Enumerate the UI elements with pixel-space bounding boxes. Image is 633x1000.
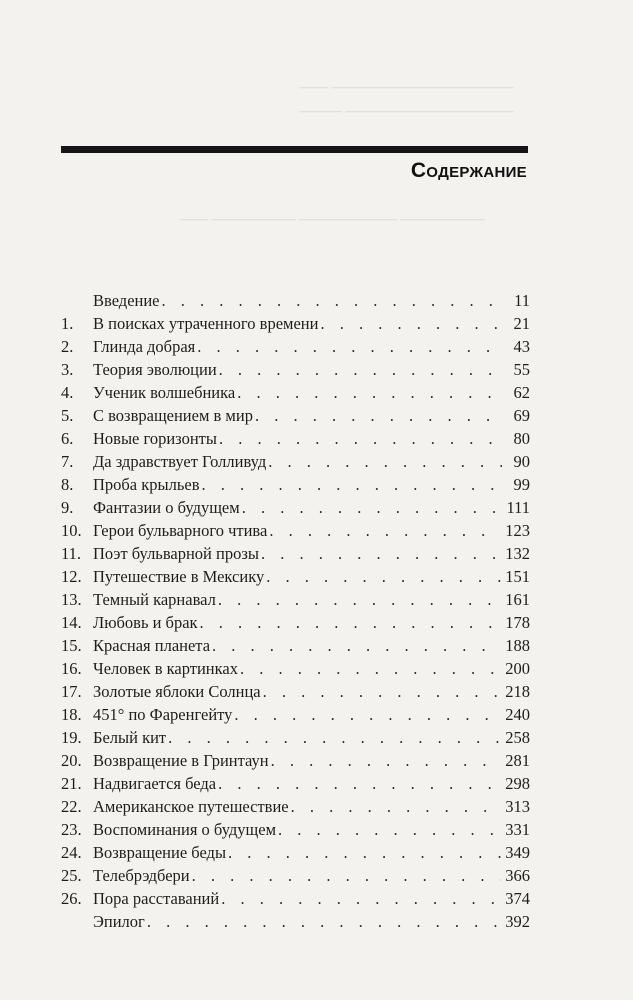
- toc-entry-page: 258: [505, 728, 530, 747]
- toc-entry-number: 16.: [61, 659, 82, 678]
- toc-entry: [61, 818, 530, 841]
- toc-entry-title: 451° по Фаренгейту: [93, 705, 233, 724]
- toc-entry: [61, 611, 530, 634]
- toc-entry: [61, 680, 530, 703]
- toc-entry-number: 19.: [61, 728, 82, 747]
- toc-entry-page: 161: [505, 590, 530, 609]
- toc-entry-title: Темный карнавал: [93, 590, 216, 609]
- toc-leader-dots: [200, 611, 502, 634]
- toc-leader-dots: [240, 657, 501, 680]
- toc-entry-title: Да здравствует Голливуд: [93, 452, 267, 471]
- toc-leader-dots: [192, 864, 502, 887]
- toc-entry: [61, 473, 530, 496]
- toc-leader-dots: [218, 588, 501, 611]
- toc-entry: [61, 887, 530, 910]
- toc-entry-page: 240: [505, 705, 530, 724]
- toc-entry-page: 374: [505, 889, 530, 908]
- toc-entry: [61, 657, 530, 680]
- toc-entry: [61, 427, 530, 450]
- toc-entry-page: 69: [513, 406, 530, 425]
- toc-leader-dots: [278, 818, 501, 841]
- toc-leader-dots: [263, 680, 502, 703]
- toc-entry-title: В поисках утраченного времени: [93, 314, 319, 333]
- toc-entry-page: 298: [505, 774, 530, 793]
- toc-entry-number: 10.: [61, 521, 82, 540]
- toc-entry: [61, 519, 530, 542]
- toc-entry: [61, 542, 530, 565]
- toc-entry-number: 15.: [61, 636, 82, 655]
- toc-entry-title: Глинда добрая: [93, 337, 196, 356]
- show-through-text: ————————————— ——: [300, 80, 514, 95]
- toc-entry-page: 11: [514, 291, 530, 310]
- toc-entry-number: 13.: [61, 590, 82, 609]
- toc-leader-dots: [212, 634, 501, 657]
- toc-entry-number: 22.: [61, 797, 82, 816]
- toc-leader-dots: [242, 496, 502, 519]
- toc-entry-title: Новые горизонты: [93, 429, 217, 448]
- toc-entry-number: 21.: [61, 774, 82, 793]
- toc-entry: [61, 496, 530, 519]
- toc-leader-dots: [268, 450, 502, 473]
- toc-entry-title: Эпилог: [93, 912, 145, 931]
- toc-leader-dots: [168, 726, 501, 749]
- toc-entry-number: 3.: [61, 360, 74, 379]
- toc-entry-page: 21: [513, 314, 530, 333]
- toc-leader-dots: [255, 404, 502, 427]
- toc-leader-dots: [261, 542, 501, 565]
- toc-entry-page: 218: [505, 682, 530, 701]
- toc-entry-number: 17.: [61, 682, 82, 701]
- toc-entry-page: 151: [505, 567, 530, 586]
- toc-entry-title: Человек в картинках: [93, 659, 238, 678]
- toc-entry-title: Надвигается беда: [93, 774, 217, 793]
- toc-leader-dots: [320, 312, 502, 335]
- show-through-text: —————— ——————— —————— ——: [180, 212, 485, 227]
- toc-entry-page: 178: [505, 613, 530, 632]
- toc-entry-title: Возвращение в Гринтаун: [93, 751, 269, 770]
- toc-entry-page: 55: [513, 360, 530, 379]
- toc-entry-number: 8.: [61, 475, 74, 494]
- toc-leader-dots: [218, 772, 501, 795]
- toc-entry-page: 281: [505, 751, 530, 770]
- toc-entry-number: 5.: [61, 406, 74, 425]
- toc-entry-page: 111: [506, 498, 530, 517]
- toc-entry-title: Введение: [93, 291, 160, 310]
- toc-entry: [61, 289, 530, 312]
- toc-entry: [61, 450, 530, 473]
- toc-entry-title: Возвращение беды: [93, 843, 227, 862]
- toc-entry: [61, 404, 530, 427]
- toc-entry-page: 313: [505, 797, 530, 816]
- toc-entry-number: 18.: [61, 705, 82, 724]
- toc-leader-dots: [147, 910, 501, 933]
- toc-entry-page: 349: [505, 843, 530, 862]
- toc-entry-title: Путешествие в Мексику: [93, 567, 265, 586]
- toc-entry: [61, 335, 530, 358]
- toc-leader-dots: [219, 358, 502, 381]
- toc-entry-number: 9.: [61, 498, 74, 517]
- toc-leader-dots: [162, 289, 502, 312]
- toc-entry-title: Поэт бульварной прозы: [93, 544, 259, 563]
- toc-entry-title: Красная планета: [93, 636, 211, 655]
- toc-entry-number: 12.: [61, 567, 82, 586]
- toc-entry: [61, 726, 530, 749]
- toc-entry: [61, 910, 530, 933]
- toc-entry-number: 20.: [61, 751, 82, 770]
- toc-entry: [61, 864, 530, 887]
- toc-leader-dots: [228, 841, 501, 864]
- toc-leader-dots: [291, 795, 502, 818]
- toc-entry-title: Герои бульварного чтива: [93, 521, 268, 540]
- toc-leader-dots: [271, 749, 502, 772]
- toc-entry: [61, 634, 530, 657]
- toc-entry: [61, 772, 530, 795]
- toc-entry: [61, 749, 530, 772]
- table-of-contents: [61, 289, 530, 933]
- toc-entry-title: Золотые яблоки Солнца: [93, 682, 261, 701]
- toc-leader-dots: [269, 519, 501, 542]
- toc-entry-title: Американское путешествие: [93, 797, 289, 816]
- toc-leader-dots: [266, 565, 501, 588]
- toc-entry-title: Проба крыльев: [93, 475, 200, 494]
- toc-entry-page: 331: [505, 820, 530, 839]
- toc-entry-page: 188: [505, 636, 530, 655]
- toc-entry-title: Фантазии о будущем: [93, 498, 240, 517]
- toc-entry: [61, 358, 530, 381]
- toc-entry-page: 200: [505, 659, 530, 678]
- toc-entry-number: 6.: [61, 429, 74, 448]
- toc-entry-number: 4.: [61, 383, 74, 402]
- toc-entry-page: 132: [505, 544, 530, 563]
- toc-entry-title: С возвращением в мир: [93, 406, 253, 425]
- toc-entry-page: 99: [513, 475, 530, 494]
- toc-entry-number: 24.: [61, 843, 82, 862]
- toc-entry-number: 11.: [61, 544, 82, 563]
- toc-entry-number: 14.: [61, 613, 82, 632]
- toc-entry-number: 23.: [61, 820, 82, 839]
- toc-entry: [61, 381, 530, 404]
- toc-entry-title: Белый кит: [93, 728, 167, 747]
- toc-entry-page: 43: [513, 337, 530, 356]
- toc-entry: [61, 312, 530, 335]
- toc-leader-dots: [237, 381, 502, 404]
- toc-entry: [61, 795, 530, 818]
- toc-entry: [61, 565, 530, 588]
- toc-leader-dots: [219, 427, 502, 450]
- toc-entry-page: 392: [505, 912, 530, 931]
- toc-entry-page: 123: [505, 521, 530, 540]
- toc-leader-dots: [202, 473, 503, 496]
- toc-entry-page: 62: [513, 383, 530, 402]
- toc-entry-number: 1.: [61, 314, 74, 333]
- toc-entry-number: 2.: [61, 337, 74, 356]
- toc-entry-title: Пора расставаний: [93, 889, 220, 908]
- show-through-text: ———————————— ———: [300, 104, 514, 119]
- toc-leader-dots: [234, 703, 501, 726]
- toc-entry-title: Любовь и брак: [93, 613, 198, 632]
- toc-entry-title: Воспоминания о будущем: [93, 820, 277, 839]
- toc-entry: [61, 841, 530, 864]
- toc-entry-title: Ученик волшебника: [93, 383, 236, 402]
- toc-entry-page: 80: [513, 429, 530, 448]
- toc-entry-number: 25.: [61, 866, 82, 885]
- toc-entry-number: 7.: [61, 452, 74, 471]
- toc-entry-title: Телебрэдбери: [93, 866, 190, 885]
- toc-entry-number: 26.: [61, 889, 82, 908]
- page-title: Содержание: [410, 159, 527, 182]
- toc-entry-page: 366: [505, 866, 530, 885]
- toc-entry: [61, 588, 530, 611]
- toc-entry: [61, 703, 530, 726]
- toc-entry-title: Теория эволюции: [93, 360, 217, 379]
- toc-leader-dots: [221, 887, 501, 910]
- toc-entry-page: 90: [513, 452, 530, 471]
- toc-leader-dots: [197, 335, 502, 358]
- header-rule: [61, 146, 528, 153]
